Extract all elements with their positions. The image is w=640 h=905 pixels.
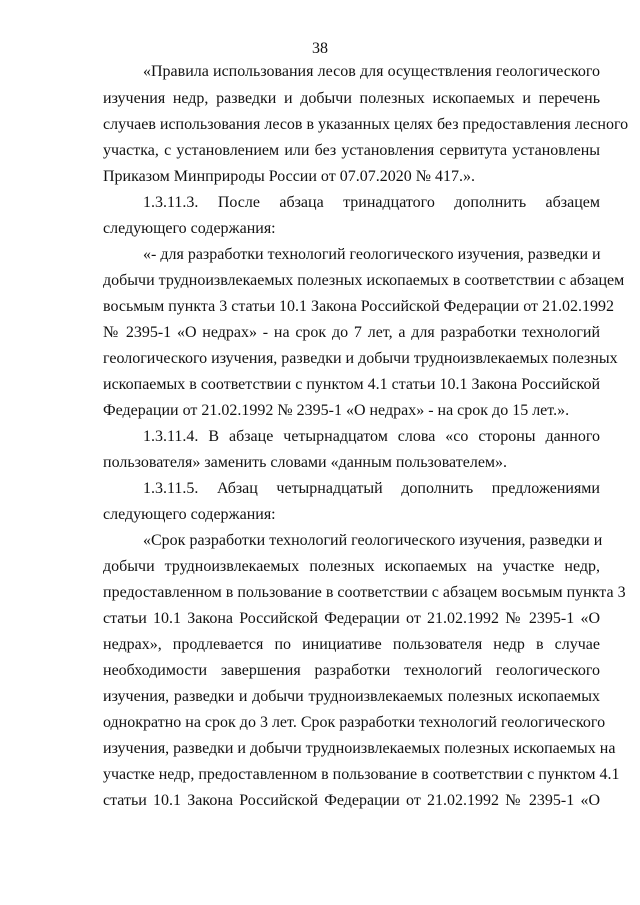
document-line: «- для разработки технологий геологического изучения, разведки и — [143, 246, 601, 263]
document-line: статьи 10.1 Закона Российской Федерации от 21.02.1992 № 2395-1 «О — [103, 610, 600, 627]
document-line: изучения, разведки и добычи трудноизвлекаемых полезных ископаемых — [103, 688, 600, 705]
document-line: участка, с установлением или без установления сервитута установлены — [103, 142, 600, 159]
document-line: однократно на срок до 3 лет. Срок разработки технологий геологического — [103, 714, 606, 731]
document-line: пользователя» заменить словами «данным пользователем». — [103, 454, 508, 471]
document-line: изучения недр, разведки и добычи полезных ископаемых и перечень — [103, 90, 600, 107]
document-line: Федерации от 21.02.1992 № 2395-1 «О недрах» - на срок до 15 лет.». — [103, 402, 570, 419]
document-line: предоставленном в пользование в соответствии с абзацем восьмым пункта 3 — [103, 584, 626, 601]
document-line: следующего содержания: — [103, 506, 276, 523]
document-line: статьи 10.1 Закона Российской Федерации от 21.02.1992 № 2395-1 «О — [103, 792, 600, 809]
document-line: добычи трудноизвлекаемых полезных ископаемых в соответствии с абзацем — [103, 272, 625, 289]
document-line: геологического изучения, разведки и добычи трудноизвлекаемых полезных — [103, 350, 618, 367]
document-line: Приказом Минприроды России от 07.07.2020 № 417.». — [103, 168, 475, 185]
document-line: ископаемых в соответствии с пунктом 4.1 статьи 10.1 Закона Российской — [103, 376, 601, 393]
document-line: добычи трудноизвлекаемых полезных ископаемых на участке недр, — [103, 558, 600, 575]
document-line: № 2395-1 «О недрах» - на срок до 7 лет, а для разработки технологий — [103, 324, 600, 341]
page-number: 38 — [312, 40, 328, 57]
document-line: восьмым пункта 3 статьи 10.1 Закона Российской Федерации от 21.02.1992 — [103, 298, 614, 315]
document-line: следующего содержания: — [103, 220, 276, 237]
document-line: недрах», продлевается по инициативе пользователя недр в случае — [103, 636, 600, 653]
document-line: 1.3.11.3. После абзаца тринадцатого дополнить абзацем — [143, 194, 600, 211]
document-line: 1.3.11.5. Абзац четырнадцатый дополнить предложениями — [143, 480, 600, 497]
document-line: случаев использования лесов в указанных целях без предоставления лесного — [103, 116, 629, 133]
document-line: «Правила использования лесов для осуществления геологического — [143, 63, 600, 80]
document-line: участке недр, предоставленном в пользование в соответствии с пунктом 4.1 — [103, 766, 620, 783]
document-line: необходимости завершения разработки технологий геологического — [103, 662, 600, 679]
document-line: изучения, разведки и добычи трудноизвлекаемых полезных ископаемых на — [103, 740, 616, 757]
document-line: 1.3.11.4. В абзаце четырнадцатом слова «со стороны данного — [143, 428, 600, 445]
document-line: «Срок разработки технологий геологического изучения, разведки и — [143, 532, 603, 549]
